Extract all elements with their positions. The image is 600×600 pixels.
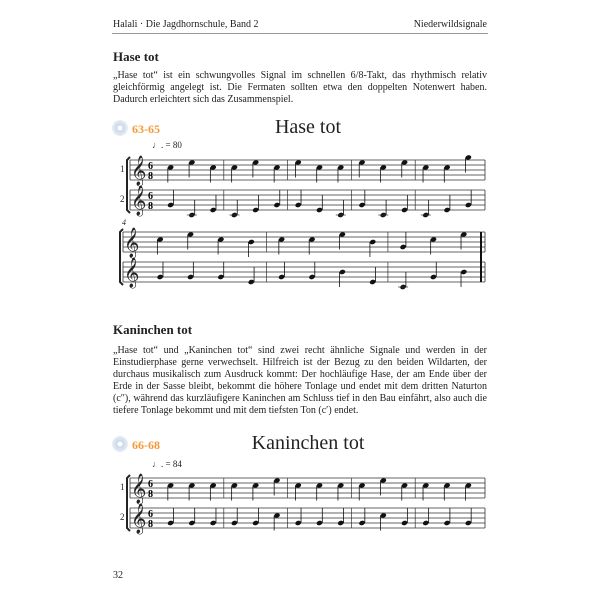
tempo-marking: ♩. = 84 (152, 459, 182, 469)
system-bracket (120, 229, 123, 285)
running-header-chapter: Niederwildsignale (413, 19, 487, 30)
time-signature: 6 (148, 161, 153, 172)
time-signature: 8 (148, 201, 153, 212)
page-number: 32 (113, 570, 123, 581)
time-signature: 6 (148, 479, 153, 490)
track-numbers: 63-65 (132, 122, 160, 136)
system-bracket (127, 475, 130, 531)
time-signature: 8 (148, 171, 153, 182)
voice-label-2: 2 (120, 512, 125, 522)
treble-clef-icon: 𝄞 (131, 474, 147, 503)
running-header-title: Halali · Die Jagdhornschule, Band 2 (113, 19, 259, 30)
voice-label-1: 1 (120, 164, 125, 174)
time-signature: 8 (148, 519, 153, 530)
track-numbers: 66-68 (132, 438, 160, 452)
tempo-marking: ♩. = 80 (152, 140, 182, 150)
paragraph-hase-tot: „Hase tot“ ist ein schwungvolles Signal im schnellen 6/8-Takt, das rhythmisch relativ gleichförmig angelegt ist. Die Fermaten sollten etwa den doppelten Notenwert haben. Dadurch erleichtert sich das Zusammenspiel. (113, 70, 487, 105)
measure-number: 4 (122, 218, 126, 227)
section-heading-kaninchen-tot: Kaninchen tot (113, 322, 193, 337)
voice-label-1: 1 (120, 482, 125, 492)
treble-clef-icon: 𝄞 (131, 156, 147, 185)
time-signature: 8 (148, 489, 153, 500)
section-heading-hase-tot: Hase tot (113, 49, 159, 64)
system-bracket (127, 157, 130, 213)
treble-clef-icon: 𝄞 (124, 258, 140, 287)
score-title: Hase tot (274, 116, 342, 138)
treble-clef-icon: 𝄞 (131, 504, 147, 533)
treble-clef-icon: 𝄞 (124, 228, 140, 257)
time-signature: 6 (148, 191, 153, 202)
voice-label-2: 2 (120, 194, 125, 204)
treble-clef-icon: 𝄞 (131, 186, 147, 215)
paragraph-kaninchen-tot: „Hase tot“ und „Kaninchen tot“ sind zwei recht ähnliche Signale und werden in der Einstudierphase gerne verwechselt. Hilfreich ist der Bezug zu den beiden Wildarten, der durchaus musikalisch zum Ausdruck kommt: Der hochläufige Hase, der am Ende über der Erde in der Sasse bleibt, bekommt die höhere Tonlage und endet mit dem dritten Naturton (c″), während das kurzläufigere Kaninchen am Schluss tief in den Bau einfährt, also auch die tiefere Tonlage bekommt und mit dem tiefsten Ton (c′) endet. (113, 345, 487, 416)
score-title: Kaninchen tot (251, 432, 365, 454)
time-signature: 6 (148, 509, 153, 520)
